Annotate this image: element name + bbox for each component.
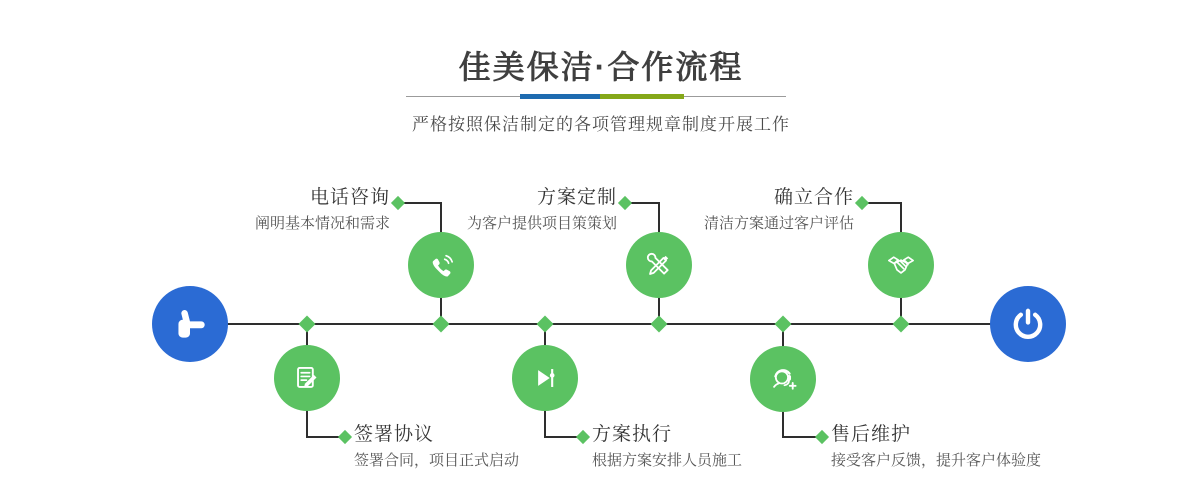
step-title: 售后维护 bbox=[831, 424, 912, 445]
handshake-icon bbox=[882, 246, 920, 284]
step-node-plan bbox=[626, 232, 692, 298]
page-title: 佳美保洁·合作流程 bbox=[458, 49, 744, 85]
step-node-execute bbox=[512, 345, 578, 411]
step-description: 接受客户反馈，提升客户体验度 bbox=[831, 452, 1042, 469]
step-description: 签署合同，项目正式启动 bbox=[354, 452, 520, 469]
timeline-diamond-execute bbox=[537, 316, 554, 333]
step-label-sign bbox=[354, 423, 519, 471]
step-title: 确立合作 bbox=[773, 187, 854, 208]
label-diamond-plan bbox=[618, 196, 632, 210]
play-slider-icon bbox=[526, 359, 564, 397]
timeline-diamond-aftersale bbox=[775, 316, 792, 333]
step-description: 阐明基本情况和需求 bbox=[254, 215, 390, 232]
step-label-execute bbox=[592, 423, 742, 471]
power-icon bbox=[1007, 303, 1049, 345]
step-title: 方案定制 bbox=[536, 187, 617, 208]
timeline-diamond-sign bbox=[299, 316, 316, 333]
step-description: 为客户提供项目策策划 bbox=[466, 215, 617, 232]
divider-accent bbox=[520, 94, 684, 99]
pointing-hand-icon bbox=[169, 303, 211, 345]
label-diamond-cooperate bbox=[855, 196, 869, 210]
step-label-cooperate bbox=[704, 186, 854, 234]
step-node-aftersale bbox=[750, 346, 816, 412]
label-diamond-aftersale bbox=[815, 430, 829, 444]
step-node-cooperate bbox=[868, 232, 934, 298]
step-title: 签署协议 bbox=[354, 424, 435, 445]
step-label-plan bbox=[467, 186, 617, 234]
step-node-phone bbox=[408, 232, 474, 298]
step-node-sign bbox=[274, 345, 340, 411]
headset-plus-icon bbox=[764, 360, 802, 398]
label-diamond-sign bbox=[338, 430, 352, 444]
step-description: 清洁方案通过客户评估 bbox=[703, 215, 854, 232]
divider-blue-segment bbox=[520, 94, 600, 99]
start-node bbox=[152, 286, 228, 362]
step-label-phone bbox=[255, 186, 390, 234]
step-label-aftersale bbox=[831, 423, 1041, 471]
contract-pen-icon bbox=[288, 359, 326, 397]
timeline-diamond-cooperate bbox=[893, 316, 910, 333]
step-title: 方案执行 bbox=[592, 424, 673, 445]
end-node bbox=[990, 286, 1066, 362]
label-diamond-execute bbox=[576, 430, 590, 444]
step-description: 根据方案安排人员施工 bbox=[592, 452, 743, 469]
phone-icon bbox=[422, 246, 460, 284]
timeline-diamond-plan bbox=[651, 316, 668, 333]
timeline-diamond-phone bbox=[433, 316, 450, 333]
divider-green-segment bbox=[600, 94, 684, 99]
pencil-wrench-icon bbox=[640, 246, 678, 284]
step-title: 电话咨询 bbox=[309, 187, 390, 208]
label-diamond-phone bbox=[391, 196, 405, 210]
page-subtitle: 严格按照保洁制定的各项管理规章制度开展工作 bbox=[412, 115, 790, 134]
